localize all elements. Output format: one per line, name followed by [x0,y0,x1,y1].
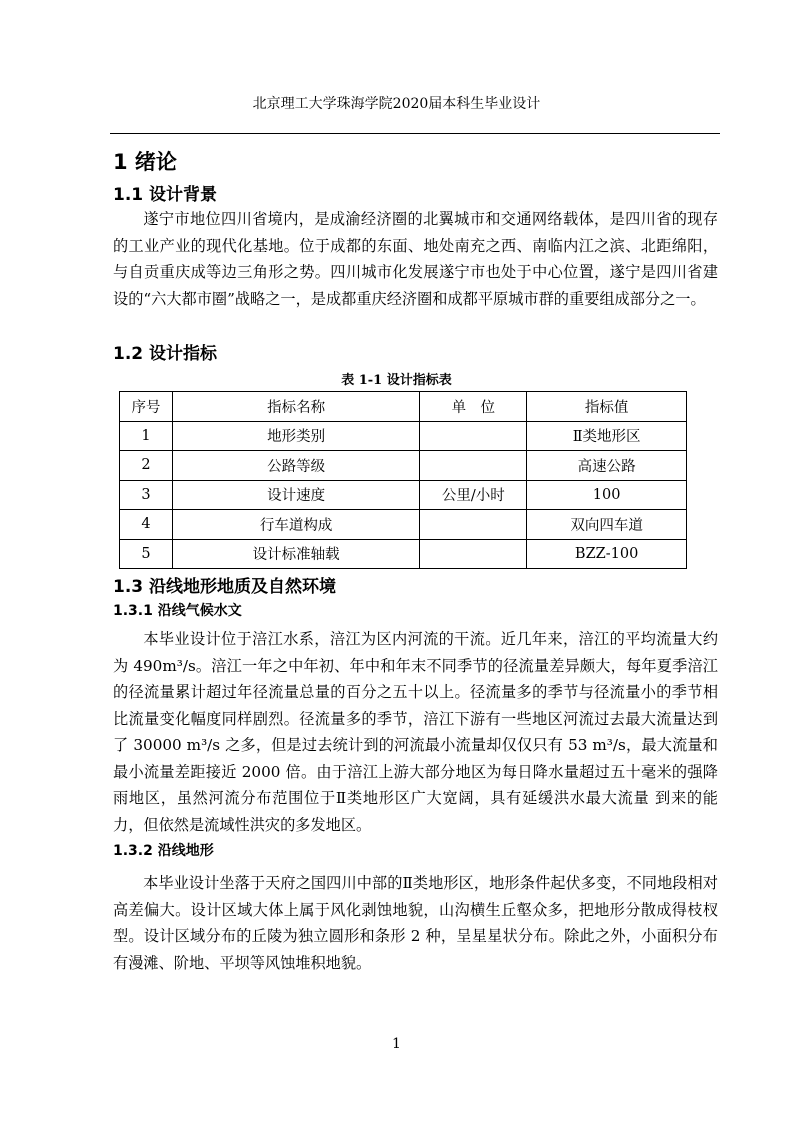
table-cell: 公路等级 [172,451,420,481]
table-row [120,480,687,510]
table-header-row [120,392,687,422]
table-cell: 行车道构成 [172,510,420,540]
paragraph-terrain-text: 本毕业设计坐落于天府之国四川中部的Ⅱ类地形区，地形条件起伏多变，不同地段相对高差偏大。设计区域大体上属于风化剥蚀地貌，山沟横生丘壑众多，把地形分散成得枝杈型。设计区域分布的丘陵为独立圆形和条形 2 种，呈星星状分布。除此之外，小面积分布有漫滩、阶地、平坝等风蚀堆积地貌。 [113,874,718,972]
section-heading-1-3: 1.3 沿线地形地质及自然环境 [113,577,337,597]
table-cell: 设计速度 [172,480,420,510]
table-row [120,451,687,481]
table-row [120,539,687,569]
table-cell: 1 [120,421,173,451]
table-row [120,510,687,540]
table-cell: 设计标准轴载 [172,539,420,569]
header-rule [110,133,720,134]
section-heading-1-1: 1.1 设计背景 [113,185,218,205]
table-cell: Ⅱ类地形区 [527,421,687,451]
table-cell [420,421,527,451]
table-row [120,421,687,451]
table-cell: 双向四车道 [527,510,687,540]
paragraph-background-text: 遂宁市地位四川省境内，是成渝经济圈的北翼城市和交通网络载体，是四川省的现存的工业产业的现代化基地。位于成都的东面、地处南充之西、南临内江之滨、北距绵阳，与自贡重庆成等边三角形之势。四川城市化发展遂宁市也处于中心位置，遂宁是四川省建设的“六大都市圈”战略之一，是成都重庆经济圈和成都平原城市群的重要组成部分之一。 [113,210,718,308]
table-header-cell: 序号 [120,392,173,422]
table-cell [420,451,527,481]
table-header-cell: 指标名称 [172,392,420,422]
table-header-cell: 指标值 [527,392,687,422]
table-cell: BZZ-100 [527,539,687,569]
page-number: 1 [392,1036,401,1052]
table-cell: 地形类别 [172,421,420,451]
spec-table [119,391,687,569]
table-cell: 4 [120,510,173,540]
table-cell: 100 [527,480,687,510]
table-cell [420,539,527,569]
table-cell: 2 [120,451,173,481]
paragraph-terrain [113,870,718,976]
chapter-heading: 1 绪论 [113,150,177,174]
table-caption: 表 1-1 设计指标表 [341,373,452,388]
table-cell: 公里/小时 [420,480,527,510]
table-cell: 高速公路 [527,451,687,481]
page-header: 北京理工大学珠海学院2020届本科生毕业设计 [252,96,541,112]
section-heading-1-3-2: 1.3.2 沿线地形 [113,843,214,859]
section-heading-1-2: 1.2 设计指标 [113,344,218,364]
paragraph-background [113,206,718,312]
paragraph-hydrology [113,626,718,838]
table-cell: 5 [120,539,173,569]
table-header-cell: 单 位 [420,392,527,422]
table-cell: 3 [120,480,173,510]
table-cell [420,510,527,540]
section-heading-1-3-1: 1.3.1 沿线气候水文 [113,603,242,619]
paragraph-hydrology-text: 本毕业设计位于涪江水系，涪江为区内河流的干流。近几年来，涪江的平均流量大约为 490m³/s。涪江一年之中年初、年中和年末不同季节的径流量差异颇大，每年夏季涪江的径流量累计超过年径流量总量的百分之五十以上。径流量多的季节与径流量小的季节相比流量变化幅度同样剧烈。径流量多的季节，涪江下游有一些地区河流过去最大流量达到了 30000 m³/s 之多，但是过去统计到的河流最小流量却仅仅只有 53 m³/s，最大流量和最小流量差距接近 2000 倍。由于涪江上游大部分地区为每日降水量超过五十毫米的强降雨地区，虽然河流分布范围位于Ⅱ类地形区广大宽阔，具有延缓洪水最大流量 到来的能力，但依然是流域性洪灾的多发地区。 [113,630,718,834]
